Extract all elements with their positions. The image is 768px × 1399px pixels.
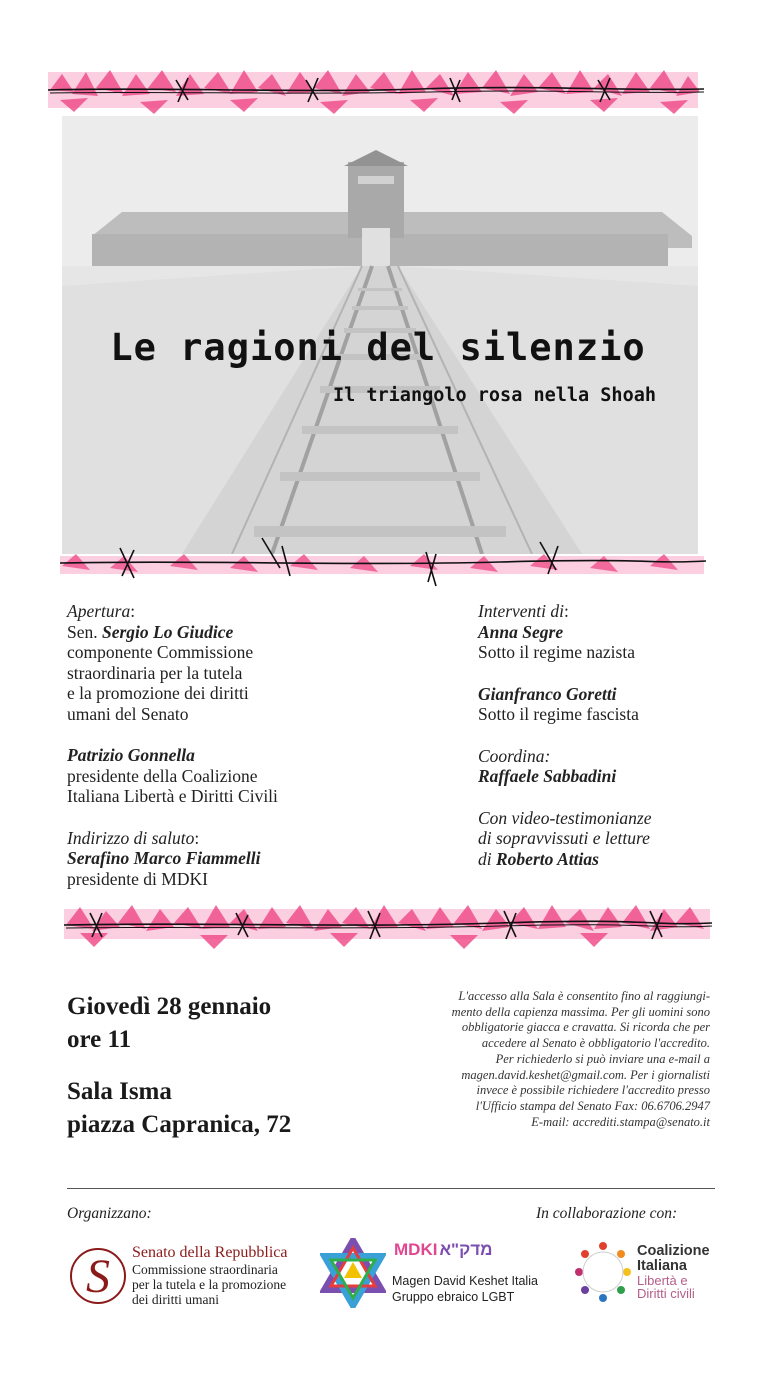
- senato-title: Senato della Repubblica: [132, 1244, 288, 1261]
- greeting-role-suffix: :: [194, 827, 200, 848]
- senato-sub-line: dei diritti umani: [132, 1292, 219, 1307]
- event-venue: Sala Isma: [67, 1078, 172, 1105]
- organizers-label: Organizzano:: [67, 1205, 152, 1222]
- notice-line: Per richiederlo si può inviare una e-mail a: [495, 1051, 710, 1066]
- coordinator-name: Raffaele Sabbadini: [478, 766, 617, 786]
- coalizione-sub-line: Libertà e: [637, 1273, 688, 1288]
- senato-sub-line: per la tutela e la promozione: [132, 1277, 287, 1292]
- event-date: Giovedì 28 gennaio: [67, 993, 272, 1020]
- gonnella-block: [67, 745, 397, 807]
- mdki-name-line: Gruppo ebraico LGBT: [392, 1289, 515, 1304]
- event-address: piazza Capranica, 72: [67, 1111, 292, 1138]
- event-time: ore 11: [67, 1026, 132, 1053]
- senato-logo-block: [70, 1244, 320, 1314]
- coalizione-circle-icon: [575, 1240, 631, 1304]
- coordinator-block: [478, 746, 738, 787]
- speakers-role-suffix: :: [564, 601, 569, 621]
- barbed-wire-middle: [0, 530, 768, 590]
- opening-prefix: Sen.: [67, 621, 102, 642]
- segre-block: [478, 601, 738, 663]
- event-details: [67, 990, 387, 1141]
- notice-line: E-mail: accrediti.stampa@senato.it: [531, 1114, 710, 1129]
- program-left-column: [67, 601, 397, 910]
- opening-role-suffix: :: [130, 601, 136, 621]
- opening-speaker-name: Sergio Lo Giudice: [102, 621, 234, 642]
- coalizione-subtitle: [637, 1274, 695, 1300]
- notice-line: L'accesso alla Sala è consentito fino al raggiungi-: [458, 989, 710, 1003]
- hero-title: Le ragioni del silenzio: [110, 326, 646, 369]
- gonnella-desc-line: presidente della Coalizione: [67, 765, 258, 786]
- opening-block: [67, 601, 397, 724]
- testimonies-prefix: di: [478, 848, 496, 869]
- coordinator-role: Coordina:: [478, 745, 551, 766]
- notice-line: invece è possibile richiedere l'accredito presso: [476, 1083, 710, 1098]
- collaboration-label: In collaborazione con:: [536, 1205, 678, 1222]
- segre-name: Anna Segre: [478, 621, 564, 642]
- coalizione-sub-line: Diritti civili: [637, 1286, 695, 1301]
- senato-subtitle: [132, 1262, 332, 1307]
- senato-sub-line: Commissione straordinaria: [132, 1262, 278, 1277]
- mdki-brand-hebrew: מדק"א: [439, 1240, 493, 1259]
- coalizione-logo-block: [575, 1240, 735, 1310]
- mdki-brand-latin: MDKI: [394, 1240, 438, 1259]
- mdki-name-line: Magen David Keshet Italia: [392, 1274, 538, 1288]
- access-notice: [385, 989, 710, 1130]
- notice-line: obbligatorie giacca e cravatta. Si ricorda che per: [461, 1020, 710, 1035]
- mdki-logo-block: [320, 1238, 550, 1310]
- mdki-brand: [394, 1240, 492, 1260]
- gonnella-name: Patrizio Gonnella: [67, 745, 195, 765]
- speakers-role: Interventi di: [478, 601, 565, 621]
- svg-text:S: S: [86, 1250, 110, 1303]
- testimonies-block: [478, 808, 738, 870]
- senato-s-emblem-icon: [70, 1244, 126, 1308]
- opening-desc-line: e la promozione dei diritti: [67, 683, 249, 703]
- barbed-wire-lower: [0, 895, 768, 955]
- hero-subtitle: Il triangolo rosa nella Shoah: [332, 385, 656, 406]
- segre-topic: Sotto il regime nazista: [478, 642, 635, 662]
- notice-line: l'Ufficio stampa del Senato Fax: 06.6706.2947: [475, 1098, 710, 1113]
- rainbow-star-of-david-icon: [320, 1238, 386, 1308]
- attias-name: Roberto Attias: [496, 848, 599, 869]
- greeting-block: [67, 828, 397, 890]
- goretti-name: Gianfranco Goretti: [478, 683, 617, 704]
- opening-role: Apertura: [67, 601, 131, 621]
- opening-desc-line: straordinaria per la tutela: [67, 662, 243, 683]
- opening-desc-line: umani del Senato: [67, 703, 189, 724]
- greeting-role: Indirizzo di saluto: [67, 827, 195, 848]
- goretti-topic: Sotto il regime fascista: [478, 704, 639, 724]
- program-right-column: [478, 601, 738, 890]
- notice-line: magen.david.keshet@gmail.com. Per i giornalisti: [461, 1067, 710, 1082]
- testimonies-line: Con video-testimonianze: [478, 807, 652, 828]
- mdki-name: [392, 1274, 538, 1305]
- notice-line: accedere al Senato è obbligatorio l'accredito.: [481, 1036, 710, 1051]
- greeting-desc-line: presidente di MDKI: [67, 868, 208, 889]
- barbed-wire-top: [0, 60, 768, 120]
- testimonies-line: di sopravvissuti e letture: [478, 828, 650, 848]
- opening-desc-line: componente Commissione: [67, 642, 254, 662]
- coalizione-name-line: Italiana: [637, 1258, 687, 1274]
- gonnella-desc-line: Italiana Libertà e Diritti Civili: [67, 786, 278, 806]
- greeting-speaker-name: Serafino Marco Fiammelli: [67, 848, 261, 868]
- goretti-block: [478, 684, 738, 725]
- coalizione-name: [637, 1244, 710, 1274]
- notice-line: mento della capienza massima. Per gli uomini sono: [451, 1004, 710, 1019]
- coalizione-name-line: Coalizione: [637, 1243, 710, 1259]
- footer-divider: [67, 1188, 715, 1189]
